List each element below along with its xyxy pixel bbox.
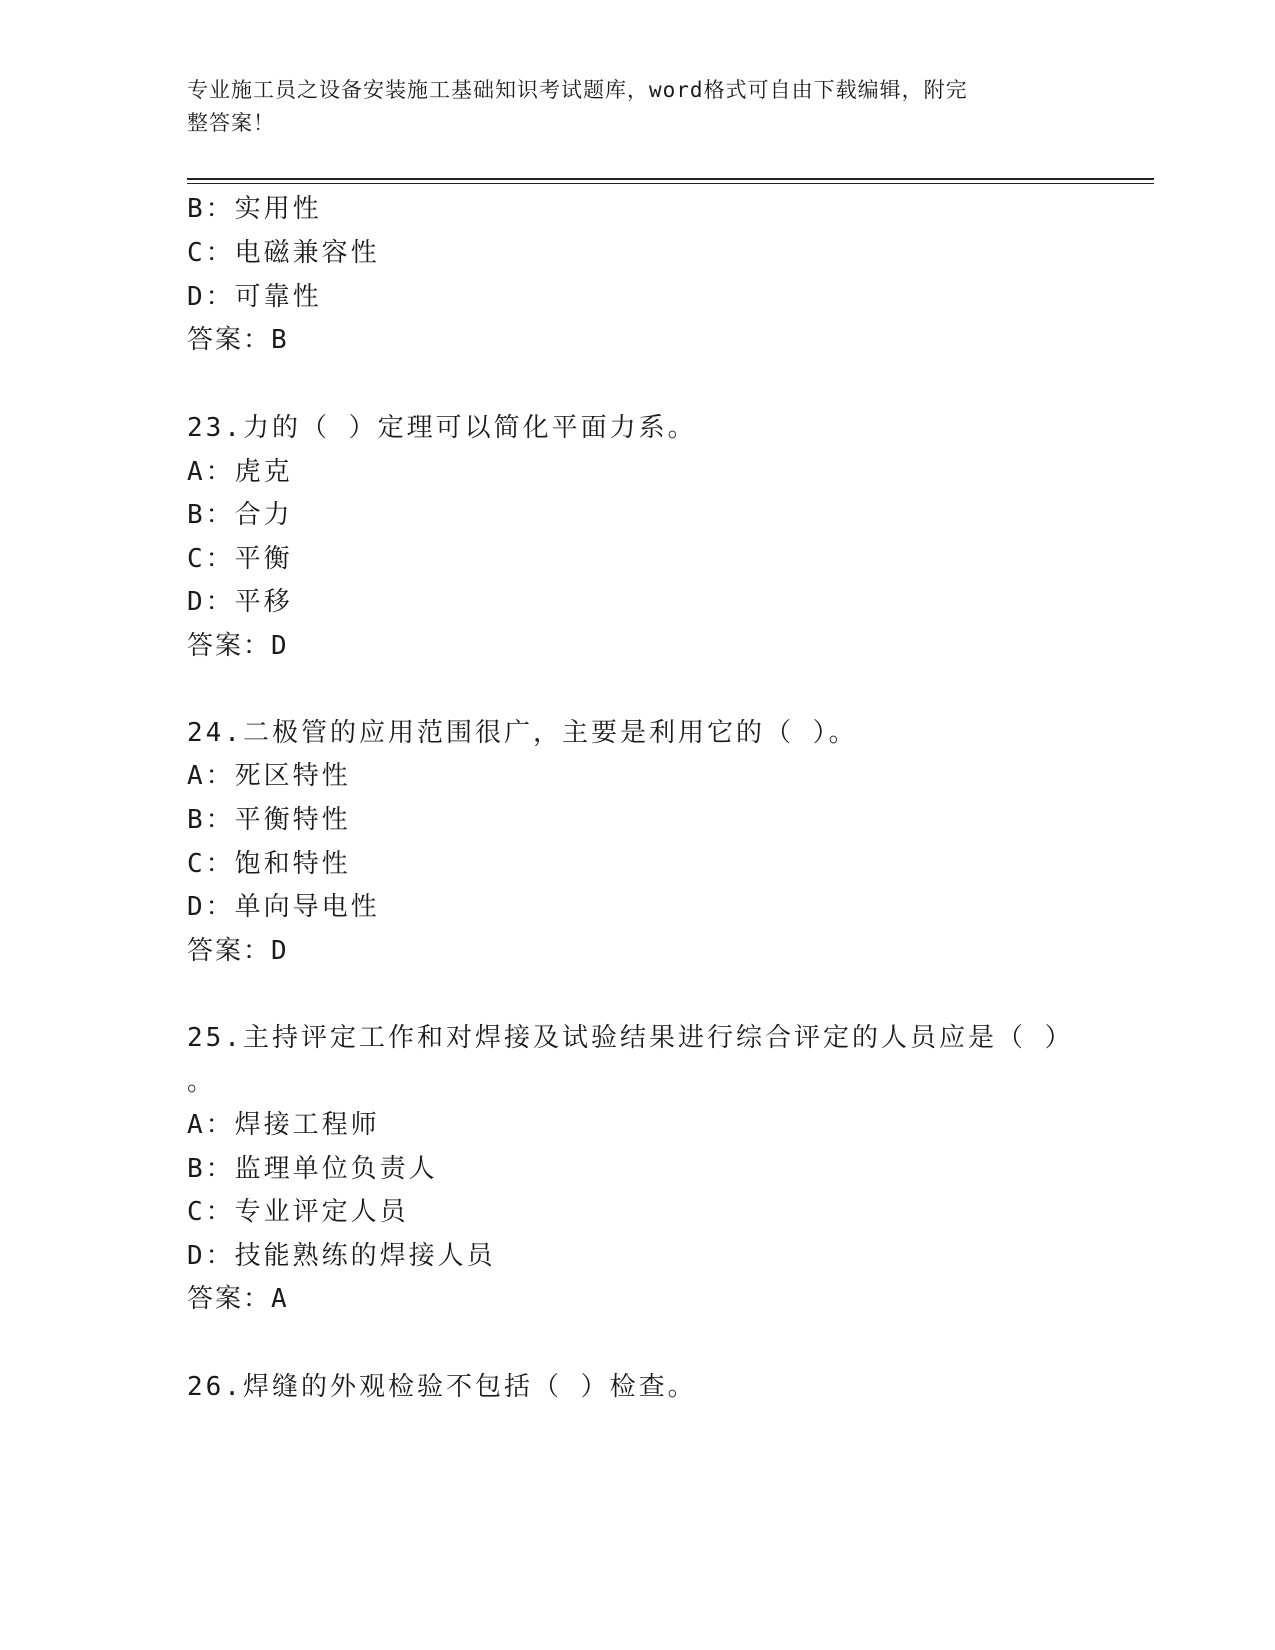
answer-label: 答案： xyxy=(187,631,272,661)
answer-value: D xyxy=(271,631,289,661)
header-divider-thin xyxy=(187,183,1154,184)
q24-answer xyxy=(187,935,289,967)
q26-question: 26.焊缝的外观检验不包括（ ）检查。 xyxy=(187,1372,697,1402)
q23-option-d: D：平移 xyxy=(187,587,293,617)
header-line-1: 专业施工员之设备安装施工基础知识考试题库，word格式可自由下载编辑，附完 xyxy=(187,78,968,102)
q23-question: 23.力的（ ）定理可以简化平面力系。 xyxy=(187,413,697,443)
q23-answer xyxy=(187,630,289,662)
q25-option-c: C：专业评定人员 xyxy=(187,1197,409,1227)
q24-option-d: D：单向导电性 xyxy=(187,892,380,922)
q22-option-b: B：实用性 xyxy=(187,194,322,224)
q25-option-a: A：焊接工程师 xyxy=(187,1110,380,1140)
q25-option-b: B：监理单位负责人 xyxy=(187,1154,438,1184)
q25-option-d: D：技能熟练的焊接人员 xyxy=(187,1241,496,1271)
q25-answer xyxy=(187,1283,289,1315)
q24-question: 24.二极管的应用范围很广，主要是利用它的（ ）。 xyxy=(187,718,858,748)
q23-option-c: C：平衡 xyxy=(187,544,293,574)
q24-option-b: B：平衡特性 xyxy=(187,805,351,835)
answer-value: A xyxy=(271,1284,289,1314)
q24-option-a: A：死区特性 xyxy=(187,761,351,791)
header-line-2: 整答案！ xyxy=(187,111,275,135)
answer-label: 答案： xyxy=(187,325,272,355)
q22-answer xyxy=(187,324,289,356)
header-divider-thick xyxy=(187,178,1154,180)
answer-value: B xyxy=(271,325,289,355)
document-header xyxy=(187,74,1067,140)
q22-option-d: D：可靠性 xyxy=(187,282,322,312)
q22-option-c: C：电磁兼容性 xyxy=(187,238,380,268)
answer-label: 答案： xyxy=(187,1284,272,1314)
q24-option-c: C：饱和特性 xyxy=(187,849,351,879)
q23-option-b: B：合力 xyxy=(187,500,293,530)
answer-value: D xyxy=(271,936,289,966)
q23-option-a: A：虎克 xyxy=(187,457,293,487)
answer-label: 答案： xyxy=(187,936,272,966)
q25-question-line-1: 25.主持评定工作和对焊接及试验结果进行综合评定的人员应是（ ） xyxy=(187,1023,1074,1053)
q25-question-line-2: 。 xyxy=(187,1067,217,1097)
